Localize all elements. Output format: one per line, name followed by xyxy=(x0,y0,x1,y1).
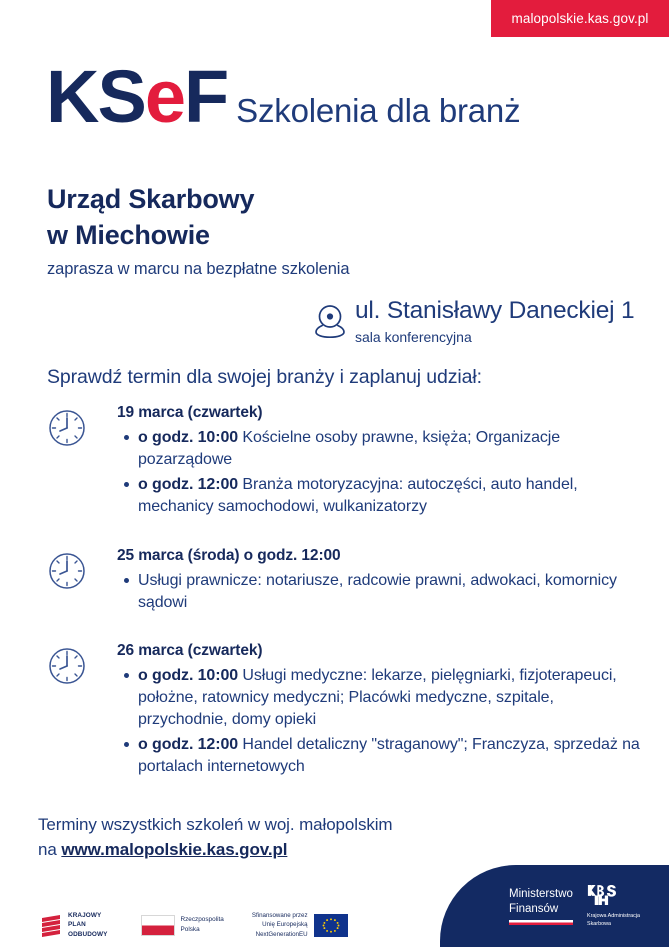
clock-icon xyxy=(47,646,87,686)
poland-flag-icon xyxy=(141,915,175,936)
address-street: ul. Stanisławy Daneckiej 1 xyxy=(355,297,635,324)
kas-caption-line2: Skarbowa xyxy=(587,920,611,927)
session-time: o godz. 10:00 xyxy=(138,429,239,446)
event-session xyxy=(138,570,647,614)
ksef-logo xyxy=(46,55,228,138)
event-date: 25 marca (środa) o godz. 12:00 xyxy=(117,546,341,564)
office-name-line1: Urząd Skarbowy xyxy=(47,184,255,214)
event-session-list xyxy=(117,427,647,518)
kas-caption xyxy=(587,913,655,928)
footer-note-line2 xyxy=(38,838,392,863)
eu-line1: Sfinansowane przez xyxy=(251,912,308,920)
event-date: 19 marca (czwartek) xyxy=(117,404,263,421)
funding-logo-strip xyxy=(40,911,348,939)
event-body xyxy=(117,642,647,781)
session-audience: Usługi prawnicze: notariusze, radcowie prawni, adwokaci, komornicy sądowi xyxy=(138,571,617,611)
eu-label xyxy=(252,911,308,939)
event-body xyxy=(117,404,647,521)
office-name-line2: w Miechowie xyxy=(47,219,210,250)
location-pin-icon xyxy=(313,301,347,339)
venue-address xyxy=(313,298,634,345)
event-block xyxy=(47,404,647,521)
event-session xyxy=(138,665,647,731)
ministry-of-finance-logo xyxy=(509,887,573,925)
clock-icon xyxy=(47,551,87,591)
ministry-flag-bar xyxy=(509,920,573,925)
kas-logo xyxy=(587,884,655,928)
address-text-block xyxy=(355,298,634,345)
poland-line1: Rzeczpospolita xyxy=(180,916,224,924)
kpo-line2: PLAN xyxy=(68,921,86,929)
footer-note xyxy=(38,813,392,862)
kas-caption-line1: Krajowa Administracja xyxy=(587,913,641,920)
event-block xyxy=(47,547,647,617)
footer-website-link[interactable]: www.malopolskie.kas.gov.pl xyxy=(61,839,288,859)
ksef-logo-f: F xyxy=(183,55,228,138)
session-audience: Branża motoryzacyjna: autoczęści, auto handel, mechanicy samochodowi, wulkanizatorzy xyxy=(138,475,578,515)
footer-note-line1: Terminy wszystkich szkoleń w woj. małopolskim xyxy=(38,815,393,834)
session-audience: Usługi medyczne: lekarze, pielęgniarki, fizjoterapeuci, położne, ratownicy medyczni; Placówki medyczne, szpitale, przychodnie, domy opieki xyxy=(138,667,617,729)
session-time: o godz. 12:00 xyxy=(138,736,239,754)
site-url-text: malopolskie.kas.gov.pl xyxy=(511,11,649,26)
kpo-mark-icon xyxy=(40,913,63,937)
office-heading xyxy=(47,182,607,279)
event-session xyxy=(138,734,647,778)
session-time: o godz. 10:00 xyxy=(138,667,239,685)
footer-note-prefix: na xyxy=(38,839,62,859)
event-body xyxy=(117,547,647,617)
kpo-line3: ODBUDOWY xyxy=(68,930,108,938)
masthead-subtitle: Szkolenia dla branż xyxy=(236,92,521,129)
session-audience: Kościelne osoby prawne, księża; Organizacje pozarządowe xyxy=(138,429,561,468)
session-audience: Handel detaliczny "straganowy"; Franczyza, sprzedaż na portalach internetowych xyxy=(138,736,640,776)
eu-line2: Unię Europejską xyxy=(262,921,308,929)
kpo-label xyxy=(68,911,108,939)
eu-flag-icon xyxy=(314,914,348,937)
address-room: sala konferencyjna xyxy=(355,328,472,345)
office-invitation: zaprasza w marcu na bezpłatne szkolenia xyxy=(47,259,350,278)
poland-label xyxy=(181,915,224,934)
kpo-logo xyxy=(40,911,108,939)
event-date: 26 marca (czwartek) xyxy=(117,642,263,660)
kas-monogram-icon xyxy=(587,893,627,910)
poland-line2: Polska xyxy=(180,926,200,934)
event-session xyxy=(138,474,647,518)
ministry-line2: Finansów xyxy=(509,902,559,915)
instruction-text: Sprawdź termin dla swojej branży i zaplanuj udział: xyxy=(47,366,482,388)
clock-icon xyxy=(47,408,87,448)
event-session-list xyxy=(117,665,647,778)
kpo-line1: KRAJOWY xyxy=(68,912,102,920)
eu-line3: NextGenerationEU xyxy=(255,930,308,938)
ksef-logo-ks: KS xyxy=(46,55,145,138)
eu-funding-logo xyxy=(252,911,348,939)
event-block xyxy=(47,642,647,781)
ministry-footer-block xyxy=(440,865,669,947)
ministry-line1: Ministerstwo xyxy=(509,888,573,901)
event-session xyxy=(138,427,647,471)
session-time: o godz. 12:00 xyxy=(138,475,239,493)
event-list xyxy=(47,404,647,807)
site-url-banner xyxy=(491,0,669,37)
ksef-logo-e: e xyxy=(144,55,184,138)
poland-logo xyxy=(141,915,224,936)
event-session-list xyxy=(117,570,647,614)
ksef-masthead xyxy=(46,55,521,138)
